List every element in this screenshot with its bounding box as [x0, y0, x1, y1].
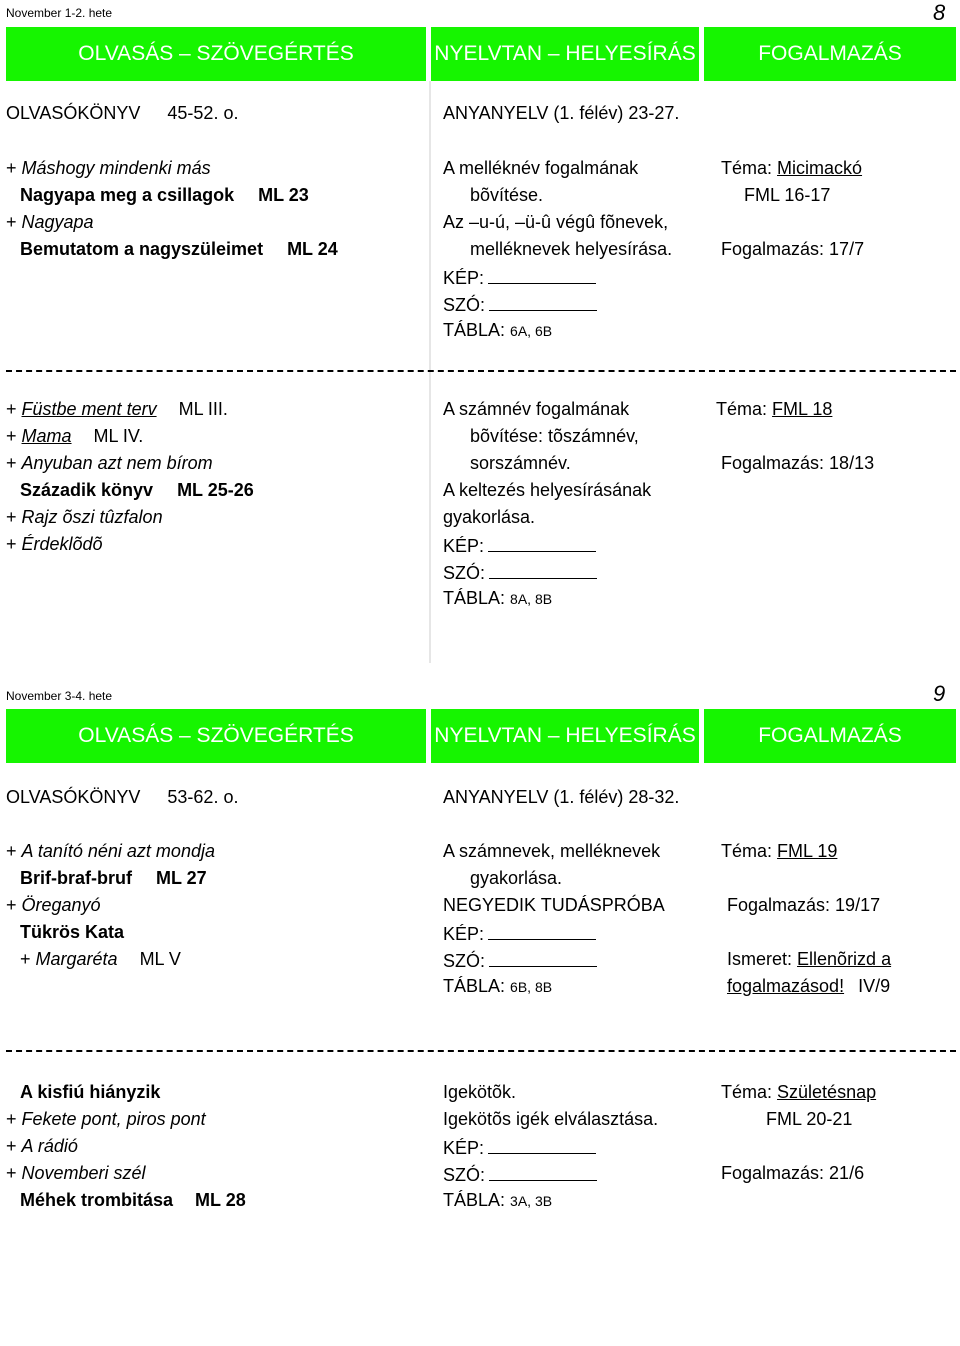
reading-item: Brif-braf-bruf ML 27	[20, 868, 207, 888]
kep-field[interactable]: KÉP:	[443, 265, 596, 289]
column-header-grammar: NYELVTAN – HELYESÍRÁS	[431, 709, 699, 763]
reading-item: + Öreganyó	[6, 895, 101, 915]
grammar-line: Igekötõk.	[443, 1082, 517, 1102]
grammar-line: A melléknév fogalmának	[443, 158, 639, 178]
fml-ref: FML 16-17	[744, 185, 831, 205]
grammar-line: A számnevek, melléknevek	[443, 841, 661, 861]
grammar-title: ANYANYELV (1. félév) 23-27.	[443, 103, 680, 123]
reading-item: + Margaréta ML V	[20, 949, 181, 969]
page-number: 9	[933, 681, 946, 706]
knowledge-line-2: fogalmazásod! IV/9	[727, 976, 891, 996]
kep-field[interactable]: KÉP:	[443, 533, 596, 557]
column-header-composition: FOGALMAZÁS	[704, 27, 956, 81]
grammar-line: A számnév fogalmának	[443, 399, 630, 419]
theme-line: Téma: FML 18	[716, 399, 833, 419]
theme-line: Téma: FML 19	[721, 841, 838, 861]
reader-title: OLVASÓKÖNYV	[6, 103, 141, 123]
composition-ref: Fogalmazás: 17/7	[721, 239, 865, 259]
reading-item: Tükrös Kata	[20, 922, 125, 942]
reading-item: Nagyapa meg a csillagok ML 23	[20, 185, 309, 205]
reading-item: Századik könyv ML 25-26	[20, 480, 254, 500]
theme-line: Téma: Születésnap	[721, 1082, 877, 1102]
kep-field[interactable]: KÉP:	[443, 1135, 596, 1159]
szo-field[interactable]: SZÓ:	[443, 560, 597, 584]
column-header-composition: FOGALMAZÁS	[704, 709, 956, 763]
week-header: November 3-4. hete	[6, 689, 113, 703]
grammar-line: gyakorlása.	[443, 507, 536, 527]
reader-title: OLVASÓKÖNYV	[6, 787, 141, 807]
composition-ref: Fogalmazás: 21/6	[721, 1163, 865, 1183]
szo-field[interactable]: SZÓ:	[443, 948, 597, 972]
column-header-grammar: NYELVTAN – HELYESÍRÁS	[431, 27, 699, 81]
section-divider	[6, 1050, 956, 1052]
reading-item: A kisfiú hiányzik	[20, 1082, 161, 1102]
reading-item: + Füstbe ment terv ML III.	[6, 399, 228, 419]
grammar-line: bõvítése.	[470, 185, 544, 205]
reader-pages: 53-62. o.	[167, 787, 239, 807]
reading-item: + Anyuban azt nem bírom	[6, 453, 213, 473]
theme-line: Téma: Micimackó	[721, 158, 863, 178]
grammar-line: NEGYEDIK TUDÁSPRÓBA	[443, 895, 665, 915]
reading-item: + Novemberi szél	[6, 1163, 146, 1183]
reading-item: + Rajz õszi tûzfalon	[6, 507, 163, 527]
szo-field[interactable]: SZÓ:	[443, 1162, 597, 1186]
grammar-line: melléknevek helyesírása.	[470, 239, 673, 259]
reading-item: + Érdeklõdõ	[6, 534, 103, 554]
reading-item: + Nagyapa	[6, 212, 94, 232]
tabla-line: TÁBLA: 6A, 6B	[443, 320, 553, 340]
reading-item: + A rádió	[6, 1136, 78, 1156]
section-divider	[6, 370, 956, 372]
grammar-line: gyakorlása.	[470, 868, 563, 888]
reading-item: Méhek trombitása ML 28	[20, 1190, 246, 1210]
reader-pages: 45-52. o.	[167, 103, 239, 123]
week-header: November 1-2. hete	[6, 6, 113, 20]
composition-ref: Fogalmazás: 18/13	[721, 453, 875, 473]
grammar-line: A keltezés helyesírásának	[443, 480, 652, 500]
grammar-title: ANYANYELV (1. félév) 28-32.	[443, 787, 680, 807]
reading-item: + Máshogy mindenki más	[6, 158, 211, 178]
reader-title-row	[6, 102, 238, 124]
reader-title-row	[6, 786, 238, 808]
fml-ref: FML 20-21	[766, 1109, 853, 1129]
tabla-line: TÁBLA: 3A, 3B	[443, 1190, 553, 1210]
knowledge-line: Ismeret: Ellenõrizd a	[727, 949, 892, 969]
reading-item: + A tanító néni azt mondja	[6, 841, 215, 861]
grammar-line: sorszámnév.	[470, 453, 571, 473]
column-header-reading: OLVASÁS – SZÖVEGÉRTÉS	[6, 27, 426, 81]
reading-item: + Fekete pont, piros pont	[6, 1109, 206, 1129]
reading-item: Bemutatom a nagyszüleimet ML 24	[20, 239, 338, 259]
grammar-line: Igekötõs igék elválasztása.	[443, 1109, 659, 1129]
tabla-line: TÁBLA: 8A, 8B	[443, 588, 553, 608]
column-divider	[429, 81, 431, 663]
grammar-line: bõvítése: tõszámnév,	[470, 426, 639, 446]
column-header-band	[6, 27, 956, 81]
kep-field[interactable]: KÉP:	[443, 921, 596, 945]
szo-field[interactable]: SZÓ:	[443, 292, 597, 316]
grammar-line: Az –u-ú, –ü-û végû fõnevek,	[443, 212, 669, 232]
column-header-reading: OLVASÁS – SZÖVEGÉRTÉS	[6, 709, 426, 763]
page-number: 8	[933, 0, 946, 25]
reading-item: + Mama ML IV.	[6, 426, 144, 446]
tabla-line: TÁBLA: 6B, 8B	[443, 976, 553, 996]
composition-ref: Fogalmazás: 19/17	[727, 895, 881, 915]
column-header-band	[6, 709, 956, 763]
